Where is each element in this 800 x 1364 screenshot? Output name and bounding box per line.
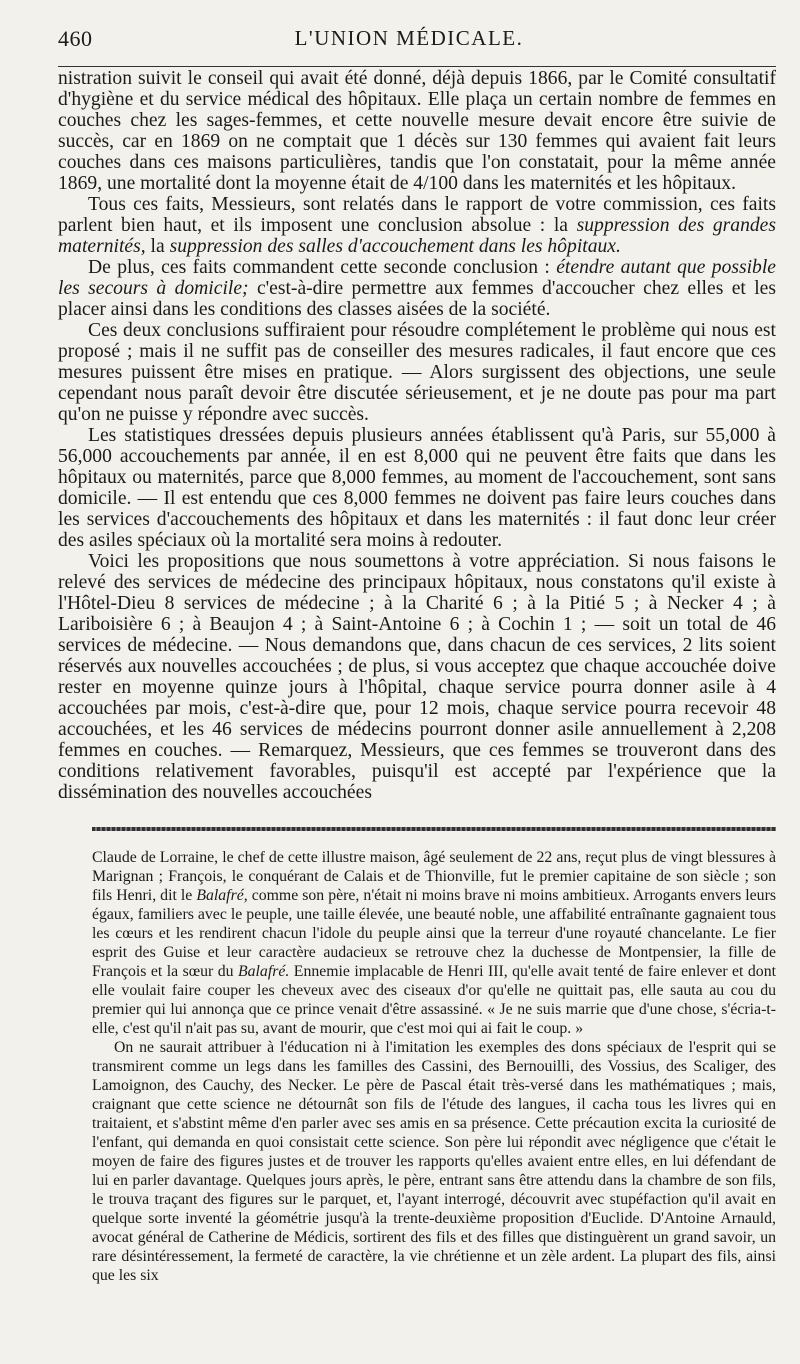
paragraph [58, 257, 776, 320]
footnote-paragraph: On ne saurait attribuer à l'éducation ni à l'imitation les exemples des dons spéciaux de l'esprit qui se transmirent comme un legs dans les familles des Cassini, des Bernouilli, des Vossius, des Scaliger, des Lamoignon, des Cauchy, des Necker. Le père de Pascal était très-versé dans les mathématiques ; mais, craignant que cette science ne détournât son fils de l'étude des langues, il cacha tous les livres qui en traitaient, et s'abstint même d'en parler avec ses amis en sa présence. Cette précaution excita la curiosité de l'enfant, qui demanda en quoi consistait cette science. Son père lui répondit avec négligence que c'était le moyen de faire des figures justes et de trouver les rapports qu'elles avaient entre elles, en lui défendant de lui en parler davantage. Quelques jours après, le père, entrant sans être attendu dans la chambre de son fils, le trouva traçant des figures sur le parquet, et, l'ayant interrogé, découvrit avec stupéfaction qu'il avait en quelque sorte inventé la géométrie jusqu'à la trente-deuxième proposition d'Euclide. D'Antoine Arnauld, avocat général de Catherine de Médicis, sortirent des fils et des filles que distinguèrent un grand savoir, un rare désintéressement, la fermeté de caractère, la vie chrétienne et un zèle ardent. La plupart des fils, ainsi que les six [92, 1039, 776, 1284]
paragraph: Ces deux conclusions suffiraient pour résoudre complétement le problème qui nous est proposé ; mais il ne suffit pas de conseiller des mesures radicales, il faut encore que ces mesures puissent être mises en pratique. — Alors surgissent des objections, une seule cependant nous paraît devoir être discutée sérieusement, et je ne doute pas pour ma part qu'on ne puisse y répondre avec succès. [58, 320, 776, 425]
paragraph: nistration suivit le conseil qui avait été donné, déjà depuis 1866, par le Comité consultatif d'hygiène et du service médical des hôpitaux. Elle plaça un certain nombre de femmes en couches chez les sages-femmes, et cette nouvelle mesure devait encore être suivie de succès, car en 1869 on ne comptait que 1 décès sur 130 femmes qui avaient fait leurs couches dans ces maisons particulières, tandis que l'on constatait, pour la même année 1869, une mortalité dont la moyenne était de 4/100 dans les maternités et les hôpitaux. [58, 68, 776, 194]
text-run: Tous ces faits, Messieurs, sont relatés dans le rapport de votre commission, ces faits parlent bien haut, et ils imposent une conclusion absolue : la [58, 194, 776, 236]
main-text [58, 68, 776, 803]
paragraph: Les statistiques dressées depuis plusieurs années établissent qu'à Paris, sur 55,000 à 56,000 accouchements par année, il en est 8,000 qui ne peuvent être faits que dans les hôpitaux ou maternités, parce que 8,000 femmes, au moment de l'accouchement, sont sans domicile. — Il est entendu que ces 8,000 femmes ne doivent pas faire leurs couches dans les services d'accouchements des hôpitaux et dans les maternités : il faut donc leur créer des asiles spéciaux où la mortalité sera moins à redouter. [58, 425, 776, 551]
emphasis: étendre autant que possible les secours à domicile; [58, 257, 776, 299]
page-number: 460 [58, 26, 93, 51]
emphasis: Balafré, [196, 887, 248, 904]
text-run: comme son père, n'était ni moins brave ni moins ambitieux. Arrogants envers leurs égaux, familiers avec le peuple, une taille élevée, une beauté noble, une affabilité entraînante gagnaient tous les cœurs et les rendirent chacun l'idole du peuple ainsi que la terreur d'une royauté chancelante. Le fier esprit des Guise et leur caractère audacieux se retrouve chez la duchesse de Montpensier, la fille de François et la sœur du [92, 887, 776, 980]
running-title: L'UNION MÉDICALE. [294, 26, 524, 50]
text-run: Claude de Lorraine, le chef de cette illustre maison, âgé seulement de 22 ans, reçut plus de vingt blessures à Marignan ; François, le conquérant de Calais et de Thionville, fut le premier capitaine de son siècle ; son fils Henri, dit le [92, 849, 776, 904]
text-run: c'est-à-dire permettre aux femmes d'accoucher chez elles et les placer ainsi dans les conditions des classes aisées de la société. [58, 278, 776, 320]
footnote-text [92, 848, 776, 1285]
footnote-paragraph [92, 848, 776, 1038]
text-run: De plus, ces faits commandent cette seconde conclusion : [88, 257, 557, 278]
header-rule [58, 66, 776, 67]
page-header [58, 20, 760, 60]
paragraph: Voici les propositions que nous soumettons à votre appréciation. Si nous faisons le relevé des services de médecine des principaux hôpitaux, nous constatons qu'il existe à l'Hôtel-Dieu 8 services de médecine ; à la Charité 6 ; à la Pitié 5 ; à Necker 4 ; à Lariboisière 6 ; à Beaujon 4 ; à Saint-Antoine 6 ; à Cochin 1 ; — soit un total de 46 services de médecine. — Nous demandons que, dans chacun de ces services, 2 lits soient réservés aux nouvelles accouchées ; de plus, si vous acceptez que chaque accouchée doive rester en moyenne quinze jours à l'hôpital, chaque service pourra donner asile à 4 accouchées par mois, c'est-à-dire que, pour 12 mois, chaque service pourra recevoir 48 accouchées, et les 46 services de médecins pourront donner asile annuellement à 2,208 femmes en couches. — Remarquez, Messieurs, que ces femmes se trouveront dans des conditions relativement favorables, puisqu'il est accepté par l'expérience que la dissémination des nouvelles accouchées [58, 551, 776, 803]
text-run: la [145, 236, 170, 257]
text-run: Ennemie implacable de Henri III, qu'elle avait tenté de faire enlever et dont elle voulait faire couper les cheveux avec des ciseaux d'or qu'elle ne quittait pas, elle sauta au cou du premier qui lui annonça que ce prince venait d'être assassiné. « Je ne suis marrie que d'une chose, s'écria-t-elle, c'est qu'il n'ait pas su, avant de mourir, que c'est moi qui ai fait le coup. » [92, 963, 776, 1037]
paragraph [58, 194, 776, 257]
footnote-separator [92, 827, 776, 831]
emphasis: suppression des salles d'accouchement dans les hôpitaux. [169, 236, 621, 257]
emphasis: suppression des grandes maternités, [58, 215, 777, 257]
emphasis: Balafré. [238, 963, 290, 980]
